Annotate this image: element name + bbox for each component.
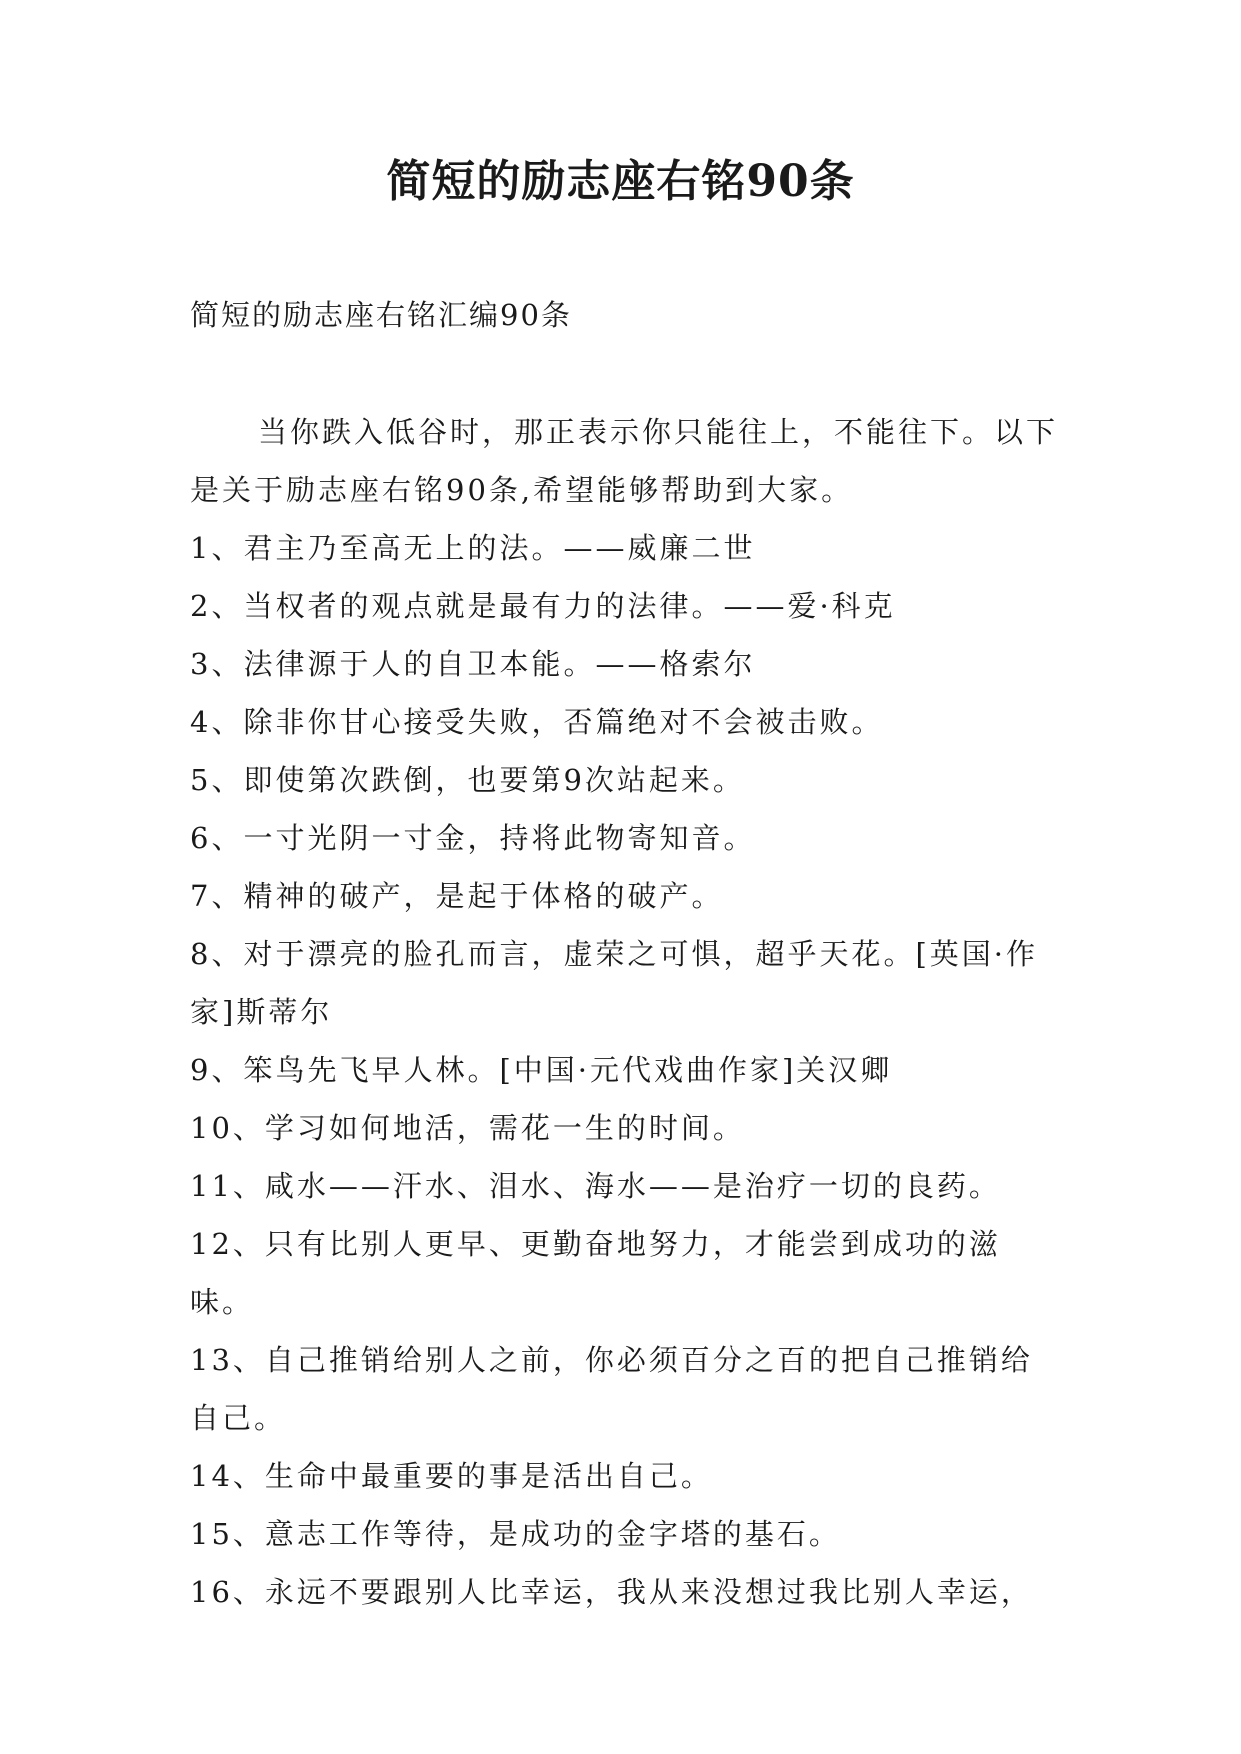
list-item: 16、永远不要跟别人比幸运，我从来没想过我比别人幸运， [190,1575,1033,1609]
list-item: 3、法律源于人的自卫本能。——格索尔 [190,647,756,681]
list-item: 7、精神的破产，是起于体格的破产。 [190,879,724,913]
list-item: 14、生命中最重要的事是活出自己。 [190,1459,713,1493]
document-subtitle: 简短的励志座右铭汇编90条 [190,298,572,332]
document-title: 简短的励志座右铭90条 [386,156,855,207]
list-item: 12、只有比别人更早、更勤奋地努力，才能尝到成功的滋味。 [190,1227,1001,1319]
list-item: 5、即使第次跌倒，也要第9次站起来。 [190,763,745,797]
list-item: 11、咸水——汗水、泪水、海水——是治疗一切的良药。 [190,1169,1001,1203]
document-body [190,403,1060,1621]
list-item: 1、君主乃至高无上的法。——威廉二世 [190,531,756,565]
intro-paragraph: 当你跌入低谷时，那正表示你只能往上，不能往下。以下是关于励志座右铭90条,希望能够帮助到大家。 [190,415,1059,507]
list-item: 15、意志工作等待，是成功的金字塔的基石。 [190,1517,841,1551]
list-item: 13、自己推销给别人之前，你必须百分之百的把自己推销给自己。 [190,1343,1033,1435]
list-item: 6、一寸光阴一寸金，持将此物寄知音。 [190,821,756,855]
list-item: 2、当权者的观点就是最有力的法律。——爱·科克 [190,589,896,623]
list-item: 10、学习如何地活，需花一生的时间。 [190,1111,745,1145]
list-item: 9、笨鸟先飞早人林。[中国·元代戏曲作家]关汉卿 [190,1053,893,1087]
list-item: 8、对于漂亮的脸孔而言，虚荣之可惧，超乎天花。[英国·作家]斯蒂尔 [190,937,1038,1029]
list-item: 4、除非你甘心接受失败，否篇绝对不会被击败。 [190,705,884,739]
